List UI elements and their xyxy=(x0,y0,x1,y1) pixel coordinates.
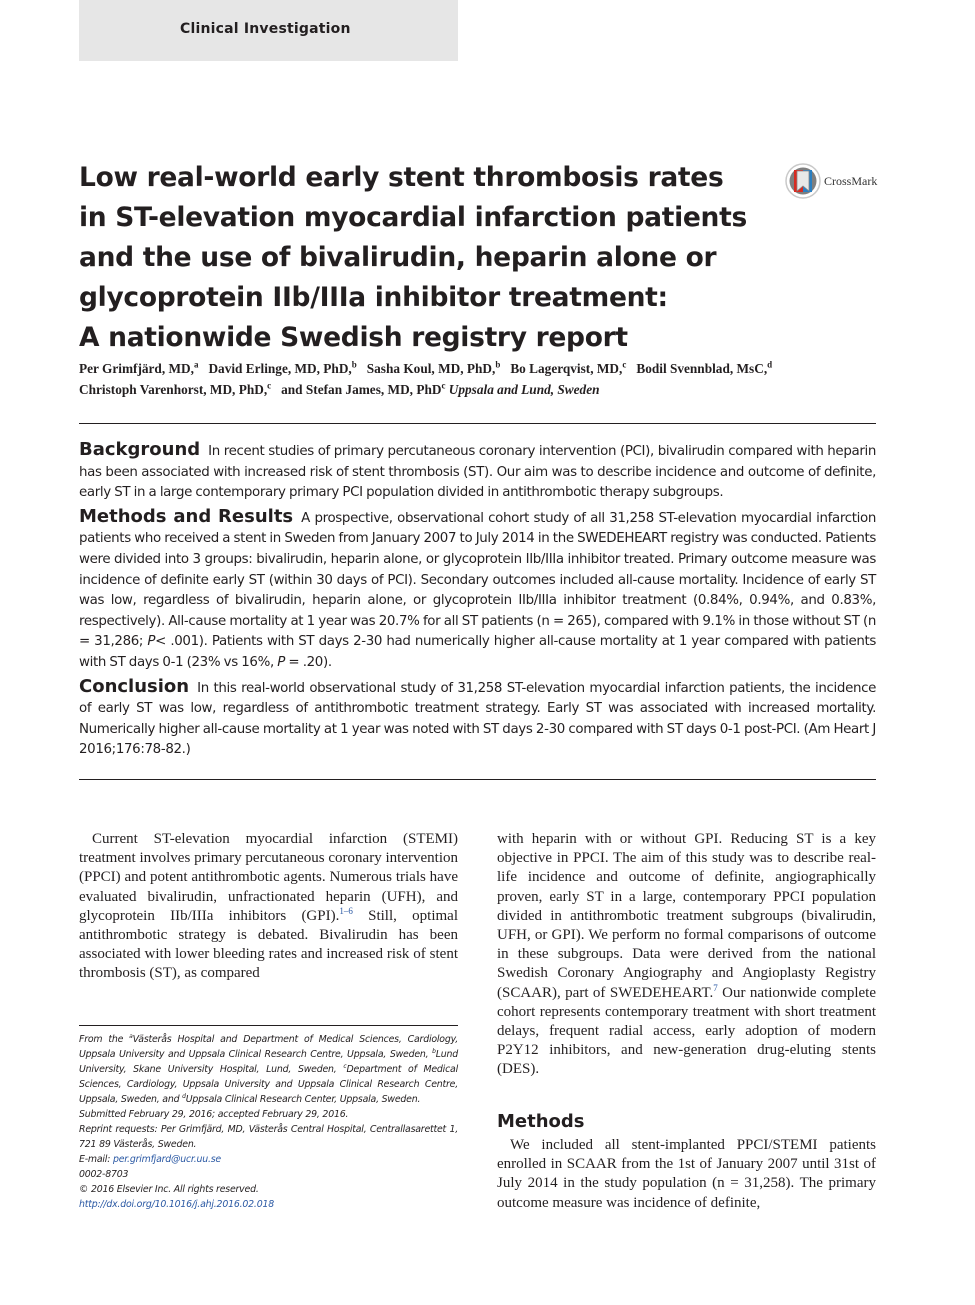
affiliation-mark: c xyxy=(343,1062,347,1070)
title-line: in ST-elevation myocardial infarction patients xyxy=(79,202,747,233)
abstract-text: In recent studies of primary percutaneous coronary intervention (PCI), bivalirudin compared with heparin has been associated with increased risk of stent thrombosis (ST). Our aim was to describe incidence and outcome of definite, early ST in a large contemporary primary PCI population divided in antithrombotic therapy subgroups. xyxy=(79,444,876,501)
body-paragraph xyxy=(497,830,876,1080)
author-line xyxy=(79,358,879,379)
abstract-text: In this real-world observational study of 31,258 ST-elevation myocardial infarction patients, the incidence of early ST was low, regardless of antithrombotic treatment strategy. Early ST was associated with increased mortality. Numerically higher all-cause mortality at 1 year was noted with ST days 2-30 compared with ST days 0-1 post-PCI. (Am Heart J 2016;176:78-82.) xyxy=(79,680,876,758)
body-column-left xyxy=(79,830,458,984)
author-affiliation: b xyxy=(495,359,501,370)
body-column-right xyxy=(497,830,876,1080)
copyright-note: © 2016 Elsevier Inc. All rights reserved. xyxy=(79,1184,259,1195)
body-paragraph xyxy=(79,830,458,984)
author-affiliation: b xyxy=(351,359,357,370)
divider xyxy=(79,779,876,780)
abstract-conclusion xyxy=(79,677,876,761)
crossmark-badge[interactable] xyxy=(785,163,885,199)
footnotes xyxy=(79,1032,458,1212)
affiliation-mark: a xyxy=(129,1032,133,1040)
author-name: Sasha Koul, MD, PhD, xyxy=(366,361,496,376)
abstract-methods xyxy=(79,507,876,674)
doi-note xyxy=(79,1197,458,1212)
author-name: Per Grimfjärd, MD, xyxy=(79,361,194,376)
author-location: Uppsala and Lund, Sweden xyxy=(448,382,600,397)
affiliation-mark: d xyxy=(182,1092,186,1100)
citation-link[interactable]: 7 xyxy=(713,982,718,993)
issn-note: 0002-8703 xyxy=(79,1169,129,1180)
abstract-heading: Methods and Results xyxy=(79,505,294,527)
footnote-text: Department of Medical Sciences, Cardiology, Uppsala University and Uppsala Clinical Research Centre, Uppsala, Sweden, and xyxy=(79,1064,458,1105)
author-name: Bodil Svennblad, MsC, xyxy=(636,361,768,376)
title-line: glycoprotein IIb/IIIa inhibitor treatment: xyxy=(79,282,668,313)
body-text: with heparin with or without GPI. Reducing ST is a key objective in PPCI. The aim of this study was to describe real-life incidence and outcome of definite, angiographically proven, early ST in a large, contemporary PPCI population divided in antithrombotic treatment subgroups (bivalirudin, UFH, or GPI). We perform no formal comparisons of outcome in these subgroups. Data were derived from the national Swedish Coronary Angiography and Angioplasty Registry (SCAAR), part of SWEDEHEART. xyxy=(497,831,876,1001)
author-affiliation: a xyxy=(193,359,199,370)
author-name: and Stefan James, MD, PhD xyxy=(281,382,442,397)
affiliation-mark: b xyxy=(432,1047,436,1055)
methods-column xyxy=(497,1136,876,1213)
author-line xyxy=(79,379,879,400)
abstract-text: < .001). Patients with ST days 2-30 had numerically higher all-cause mortality at 1 year compared with patients with ST days 0-1 (23% vs 16%, xyxy=(79,634,876,670)
doi-link[interactable]: http://dx.doi.org/10.1016/j.ahj.2016.02.018 xyxy=(79,1199,274,1210)
author-affiliation: c xyxy=(441,380,446,391)
email-label: E-mail: xyxy=(79,1154,113,1165)
author-list xyxy=(79,358,879,400)
footnote-text: Uppsala Clinical Research Center, Uppsala, Sweden. xyxy=(185,1094,421,1105)
footnote-text: Lund University, Skane University Hospital, Lund, Sweden, xyxy=(79,1049,458,1075)
crossmark-icon xyxy=(785,163,821,199)
author-affiliation: d xyxy=(767,359,773,370)
body-text: Still, optimal antithrombotic strategy is debated. Bivalirudin has been associated with lower bleeding rates and increased risk of stent thrombosis (ST), as compared xyxy=(79,907,458,982)
p-value-symbol: P xyxy=(147,634,156,650)
title-line: Low real-world early stent thrombosis rates xyxy=(79,162,724,193)
footnote-text: From the xyxy=(79,1034,130,1045)
reprint-note: Reprint requests: Per Grimfjärd, MD, Västerås Central Hospital, Centrallasarettet 1, 721 89 Västerås, Sweden. xyxy=(79,1124,458,1150)
email-note xyxy=(79,1152,458,1167)
author-name: Christoph Varenhorst, MD, PhD, xyxy=(79,382,268,397)
body-text: Current ST-elevation myocardial infarction (STEMI) treatment involves primary percutaneous coronary intervention (PPCI) and potent antithrombotic agents. Numerous trials have evaluated bivalirudin, unfractionated heparin (UFH), and glycoprotein IIb/IIIa inhibitors (GPI). xyxy=(79,831,458,924)
methods-heading: Methods xyxy=(497,1111,585,1132)
footnote-divider xyxy=(79,1025,458,1026)
citation-link[interactable]: 1–6 xyxy=(339,905,353,916)
body-paragraph: We included all stent-implanted PPCI/STEMI patients enrolled in SCAAR from the 1st of January 2007 until 31st of July 2014 in the study population (n = 31,258). The primary outcome measure was incidence of definite, xyxy=(497,1137,876,1211)
p-value-symbol: P xyxy=(277,654,286,670)
author-name: Bo Lagerqvist, MD, xyxy=(510,361,623,376)
abstract-text: A prospective, observational cohort study of all 31,258 ST-elevation myocardial infarction patients who received a stent in Sweden from January 2007 to July 2014 in the SWEDEHEART registry was conducted. Patients were divided into 3 groups: bivalirudin, heparin alone, or glycoprotein IIb/IIIa inhibitor treated. Primary outcome measure was incidence of definite early ST (within 30 days of PCI). Secondary outcomes included all-cause mortality. Incidence of early ST was low, regardless of bivalirudin, heparin alone, or glycoprotein IIb/IIIa inhibitor treatment (0.84%, 0.94%, and 0.83%, respectively). All-cause mortality at 1 year was 20.7% for all ST patients (n = 265), compared with 9.1% in those without ST (n = 31,286; xyxy=(79,510,876,650)
crossmark-label: CrossMark xyxy=(824,174,878,188)
title-line: A nationwide Swedish registry report xyxy=(79,322,628,353)
abstract-heading: Conclusion xyxy=(79,675,190,697)
author-affiliation: c xyxy=(267,380,272,391)
author-affiliation: c xyxy=(622,359,627,370)
divider xyxy=(79,423,876,424)
footnote-text: Västerås Hospital and Department of Medical Sciences, Cardiology, Uppsala University and Uppsala Clinical Research Centre, Uppsala, Sweden, xyxy=(79,1034,458,1060)
abstract-background xyxy=(79,440,876,504)
email-link[interactable]: per.grimfjard@ucr.uu.se xyxy=(112,1154,221,1165)
abstract xyxy=(79,440,876,764)
section-tab xyxy=(79,0,458,61)
abstract-text: = .20). xyxy=(285,654,332,670)
title-line: and the use of bivalirudin, heparin alone or xyxy=(79,242,717,273)
section-label: Clinical Investigation xyxy=(180,21,351,37)
affiliations-note xyxy=(79,1032,458,1107)
article-title xyxy=(79,158,779,358)
body-text: Our nationwide complete cohort represents contemporary treatment with short treatment delays, frequent radial access, early adoption of modern P2Y12 inhibitors, and new-generation drug-eluting stents (DES). xyxy=(497,984,876,1078)
abstract-heading: Background xyxy=(79,439,201,460)
author-name: David Erlinge, MD, PhD, xyxy=(208,361,352,376)
submitted-note: Submitted February 29, 2016; accepted February 29, 2016. xyxy=(79,1109,349,1120)
